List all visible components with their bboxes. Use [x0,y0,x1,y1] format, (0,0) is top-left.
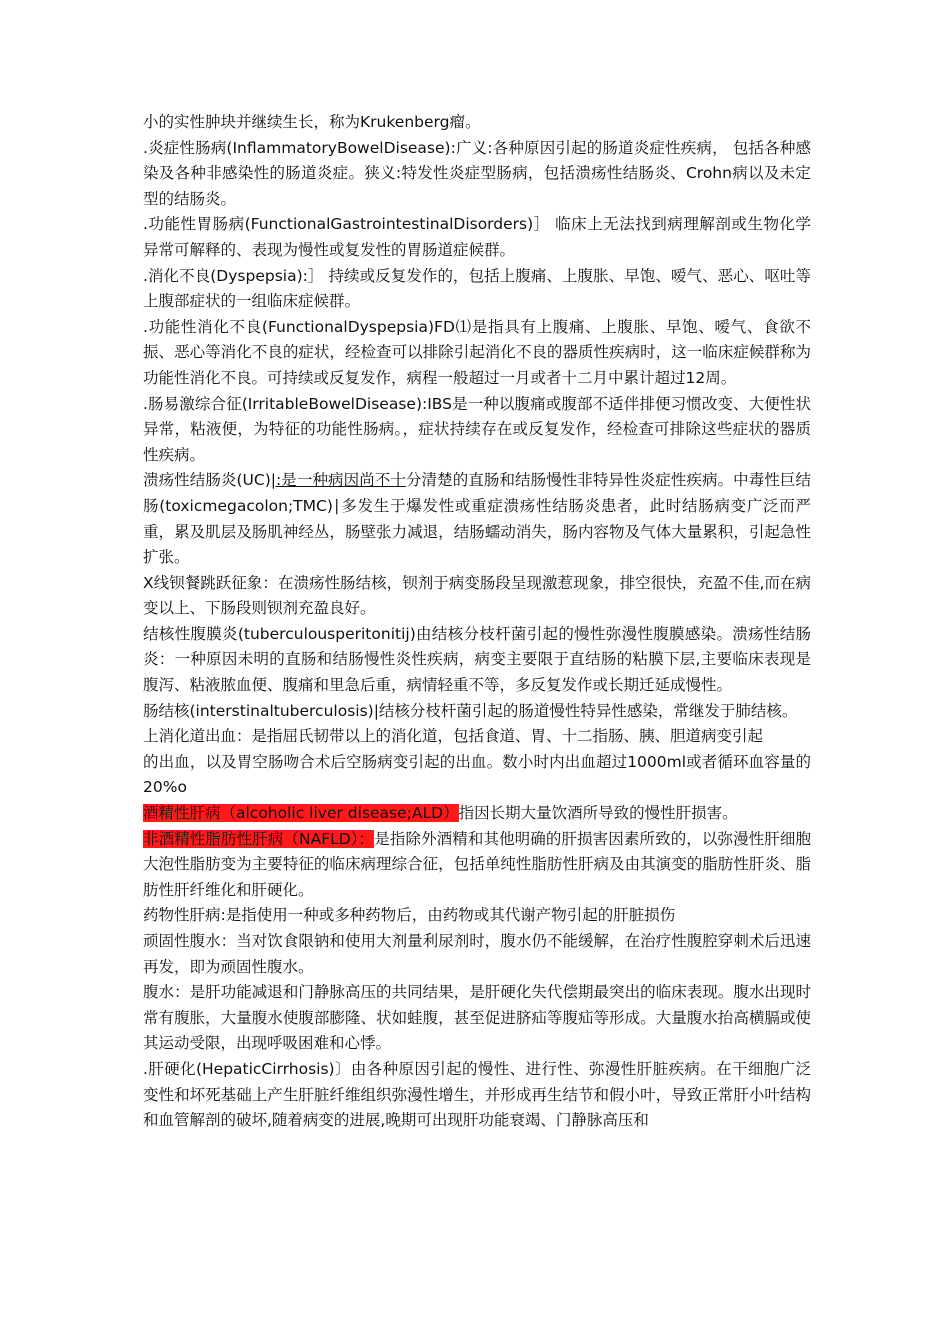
paragraph-ugi-bleeding: 上消化道出血：是指屈氏韧带以上的消化道，包括食道、胃、十二指肠、胰、胆道病变引起 [143,727,764,746]
paragraph-intestinal-tb: 肠结核(interstinaltuberculosis)|结核分枝杆菌引起的肠道慢性特异性感染，常继发于肺结核。 [143,701,798,720]
paragraph-krukenberg: 小的实性肿块并继续生长，称为Krukenberg瘤。 [143,113,481,131]
paragraph-refractory-ascites: 顽固性腹水：当对饮食限钠和使用大剂量利尿剂时，腹水仍不能缓解，在治疗性腹腔穿刺术后迅速再发，即为顽固性腹水。 [143,932,811,976]
paragraph-ulcerative-colitis: 溃疡性结肠炎(UC)|:是一种病因尚不十分清楚的直肠和结肠慢性非特异性炎症性疾病。中毒性巨结肠(toxicmegacolon;TMC)∣多发生于爆发性或重症溃疡性结肠炎患者，此时结肠病变广泛而严重，累及肌层及肠肌神经丛，肠壁张力减退，结肠蠕动消失，肠内容物及气体大量累积，引起急性扩张。 [143,471,811,567]
paragraph-dyspepsia: .消化不良(Dyspepsia):］ 持续或反复发作的，包括上腹痛、上腹胀、早饱、嗳气、恶心、呕吐等上腹部症状的一组临床症候群。 [143,266,811,311]
underlined-text: |:是一种病因尚不十 [270,471,406,490]
paragraph-ascites: 腹水：是肝功能减退和门静脉高压的共同结果，是肝硬化失代偿期最突出的临床表现。腹水出现时常有腹胀，大量腹水使腹部膨隆、状如蛙腹，甚至促进脐疝等腹疝等形成。大量腹水抬高横膈或使其运动受限，出现呼吸困难和心悸。 [143,983,811,1053]
paragraph-ald: 酒精性肝病（alcoholic liver disease;ALD）指因长期大量饮酒所导致的慢性肝损害。 [143,804,738,823]
paragraph-fgid: .功能性胃肠病(FunctionalGastrointestinalDisorders)］ 临床上无法找到病理解剖或生物化学异常可解释的、表现为慢性或复发性的胃肠道症候群。 [143,215,811,259]
paragraph-ibd: .炎症性肠病(InflammatoryBowelDisease):广义:各种原因引起的肠道炎症性疾病， 包括各种感染及各种非感染性的肠道炎症。狭义:特发性炎症型肠病，包括溃疡性结肠炎、Crohn病以及未定型的结肠炎。 [143,138,811,208]
paragraph-cirrhosis: .肝硬化(HepaticCirrhosis)〕由各种原因引起的慢性、进行性、弥漫性肝脏疾病。在干细胞广泛变性和坏死基础上产生肝脏纤维组织弥漫性增生，并形成再生结节和假小叶，导致正常肝小叶结构和血管解剖的破坏,随着病变的进展,晚期可出现肝功能衰竭、门静脉高压和 [143,1059,811,1130]
highlighted-term: 非酒精性脂肪性肝病（NAFLD）： [143,829,375,848]
paragraph-drug-liver: 药物性肝病:是指使用一种或多种药物后，由药物或其代谢产物引起的肝脏损伤 [143,906,676,925]
paragraph-tb-peritonitis: 结核性腹膜炎(tuberculousperitonitij)由结核分枝杆菌引起的慢性弥漫性腹膜感染。溃疡性结肠炎：一种原因未明的直肠和结肠慢性炎性疾病，病变主要限于直结肠的粘膜下层,主要临床表现是腹泻、粘液脓血便、腹痛和里急后重，病情轻重不等，多反复发作或长期迁延成慢性。 [143,624,811,695]
highlighted-term: 酒精性肝病（alcoholic liver disease;ALD） [143,804,459,823]
paragraph-ibs: .肠易激综合征(IrritableBowelDisease):IBS是一种以腹痛或腹部不适伴排便习惯改变、大便性状异常，粘液便，为特征的功能性肠病。，症状持续存在或反复发作，经检查可排除这些症状的器质性疾病。 [143,394,811,464]
paragraph-xray-sign: X线钡餐跳跃征象：在溃疡性肠结核，钡剂于病变肠段呈现激惹现象，排空很快，充盈不佳,而在病变以上、下肠段则钡剂充盈良好。 [143,573,811,618]
paragraph-nafld: 非酒精性脂肪性肝病（NAFLD）：是指除外酒精和其他明确的肝损害因素所致的，以弥漫性肝细胞大泡性脂肪变为主要特征的临床病理综合征，包括单纯性脂肪性肝病及由其演变的脂肪性肝炎、脂肪性肝纤维化和肝硬化。 [143,829,811,899]
paragraph-functional-dyspepsia: .功能性消化不良(FunctionalDyspepsia)FD⑴是指具有上腹痛、上腹胀、早饱、嗳气、食欲不振、恶心等消化不良的症状，经检查可以排除引起消化不良的器质性疾病时，这一临床症候群称为功能性消化不良。可持续或反复发作，病程一般超过一月或者十二月中累计超过12周。 [143,317,811,387]
paragraph-ugi-bleeding-cont: 的出血，以及胃空肠吻合术后空肠病变引起的出血。数小时内出血超过1000ml或者循环血容量的20%o [143,752,811,797]
document-body [143,110,811,1134]
